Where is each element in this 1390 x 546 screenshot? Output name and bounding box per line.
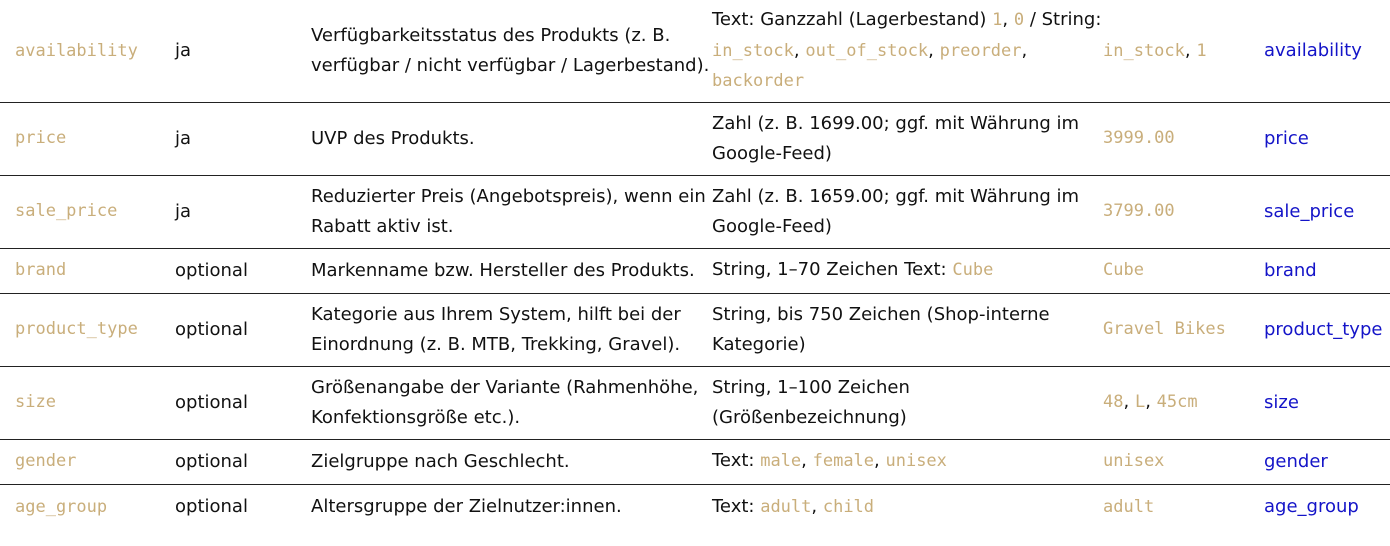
field-name: availability (15, 40, 138, 61)
example-cell (1103, 175, 1264, 248)
field-name-cell (0, 293, 175, 366)
format-text: , (1021, 39, 1028, 61)
example-separator: , (1123, 391, 1135, 413)
example-cell (1103, 366, 1264, 439)
attribute-link[interactable]: age_group (1264, 496, 1359, 517)
table-row (0, 439, 1390, 484)
example-value: adult (1103, 496, 1155, 517)
required-cell: ja (175, 200, 192, 222)
format-text: / String: (1024, 9, 1102, 30)
example-value: 3999.00 (1103, 128, 1175, 149)
link-cell (1264, 175, 1390, 248)
format-text: Zahl (z. B. 1699.00; ggf. mit Währung im Google-Feed) (712, 113, 1080, 164)
format-code-value: backorder (712, 71, 805, 91)
format-cell (712, 484, 1103, 529)
example-cell (1103, 102, 1264, 175)
example-separator: , (1184, 39, 1197, 61)
field-name: gender (15, 451, 77, 472)
example-value: 48 (1103, 392, 1124, 413)
field-name-cell (0, 366, 175, 439)
format-code-value: male (760, 451, 802, 472)
format-text: Text: Ganzzahl (Lagerbestand) (712, 9, 993, 30)
example-cell (1103, 0, 1264, 102)
required-cell: ja (175, 40, 192, 61)
link-cell (1264, 366, 1390, 439)
format-text: , (874, 450, 886, 472)
field-name-cell (0, 484, 175, 529)
field-name: size (15, 392, 56, 413)
attribute-link[interactable]: product_type (1264, 318, 1383, 340)
attribute-link[interactable]: brand (1264, 259, 1317, 281)
format-code-value: adult (760, 496, 812, 517)
link-cell (1264, 0, 1390, 102)
example-value: L (1134, 392, 1146, 413)
format-code-value: preorder (939, 40, 1022, 61)
format-text: , (1002, 9, 1014, 30)
required-cell: ja (175, 127, 192, 149)
required-cell: optional (175, 391, 248, 413)
format-text: Zahl (z. B. 1659.00; ggf. mit Währung im Google-Feed) (712, 186, 1080, 237)
table-row (0, 366, 1390, 439)
format-code-value: 1 (992, 10, 1003, 30)
attribute-link[interactable]: size (1264, 391, 1299, 413)
format-cell (712, 175, 1103, 248)
field-name: price (15, 128, 67, 149)
field-name: product_type (15, 319, 138, 340)
format-code-value: unisex (885, 451, 947, 472)
format-cell (712, 248, 1103, 293)
field-name-cell (0, 102, 175, 175)
description-cell: Reduzierter Preis (Angebotspreis), wenn ein Rabatt aktiv ist. (311, 186, 706, 237)
format-text: String, bis 750 Zeichen (Shop-interne Kategorie) (712, 304, 1050, 355)
format-cell (712, 0, 1103, 102)
required-cell: optional (175, 496, 248, 517)
description-cell: Kategorie aus Ihrem System, hilft bei der Einordnung (z. B. MTB, Trekking, Gravel). (311, 304, 681, 355)
example-value: in_stock (1103, 40, 1185, 61)
field-name: age_group (15, 496, 108, 517)
format-text: String, 1–70 Zeichen Text: (712, 259, 953, 281)
table-row (0, 0, 1390, 102)
attribute-link[interactable]: gender (1264, 450, 1328, 472)
field-name-cell (0, 439, 175, 484)
example-value: 3799.00 (1103, 201, 1175, 222)
link-cell (1264, 484, 1390, 529)
example-cell (1103, 484, 1264, 529)
required-cell: optional (175, 259, 248, 281)
table-row (0, 175, 1390, 248)
description-cell: Verfügbarkeitsstatus des Produkts (z. B. verfügbar / nicht verfügbar / Lagerbestand). (311, 25, 710, 76)
example-value: 1 (1196, 40, 1207, 61)
example-value: Gravel Bikes (1103, 319, 1226, 340)
example-value: 45cm (1156, 392, 1198, 413)
example-separator: , (1145, 391, 1157, 413)
format-cell (712, 439, 1103, 484)
description-cell: UVP des Produkts. (311, 127, 475, 149)
format-text: Text: (712, 450, 761, 472)
field-name-cell (0, 248, 175, 293)
field-name: sale_price (15, 201, 118, 222)
description-cell: Größenangabe der Variante (Rahmenhöhe, Konfektionsgröße etc.). (311, 377, 699, 428)
link-cell (1264, 102, 1390, 175)
field-name-cell (0, 0, 175, 102)
link-cell (1264, 248, 1390, 293)
format-text: String, 1–100 Zeichen (Größenbezeichnung) (712, 377, 910, 428)
format-cell (712, 102, 1103, 175)
table-row (0, 484, 1390, 529)
link-cell (1264, 293, 1390, 366)
link-cell (1264, 439, 1390, 484)
example-value: Cube (1103, 260, 1144, 281)
example-cell (1103, 293, 1264, 366)
format-text: , (928, 39, 940, 61)
format-text: , (811, 495, 823, 517)
format-code-value: female (812, 451, 875, 472)
format-cell (712, 293, 1103, 366)
description-cell: Altersgruppe der Zielnutzer:innen. (311, 496, 622, 517)
format-text: , (793, 39, 806, 61)
example-value: unisex (1103, 451, 1165, 472)
table-row (0, 102, 1390, 175)
attribute-link[interactable]: sale_price (1264, 200, 1355, 222)
description-cell: Zielgruppe nach Geschlecht. (311, 450, 570, 472)
example-cell (1103, 248, 1264, 293)
format-code-value: Cube (952, 260, 994, 281)
format-text: Text: (712, 495, 761, 517)
field-name-cell (0, 175, 175, 248)
description-cell: Markenname bzw. Hersteller des Produkts. (311, 259, 695, 281)
attribute-link[interactable]: availability (1264, 40, 1362, 61)
format-text: , (801, 450, 813, 472)
required-cell: optional (175, 450, 248, 472)
format-code-value: in_stock (712, 40, 794, 61)
format-code-value: child (822, 496, 875, 517)
required-cell: optional (175, 318, 248, 340)
field-name: brand (15, 260, 67, 281)
example-cell (1103, 439, 1264, 484)
table-row (0, 248, 1390, 293)
format-code-value: out_of_stock (805, 40, 929, 61)
format-code-value: 0 (1013, 10, 1025, 30)
format-cell (712, 366, 1103, 439)
table-row (0, 293, 1390, 366)
attribute-link[interactable]: price (1264, 127, 1309, 149)
